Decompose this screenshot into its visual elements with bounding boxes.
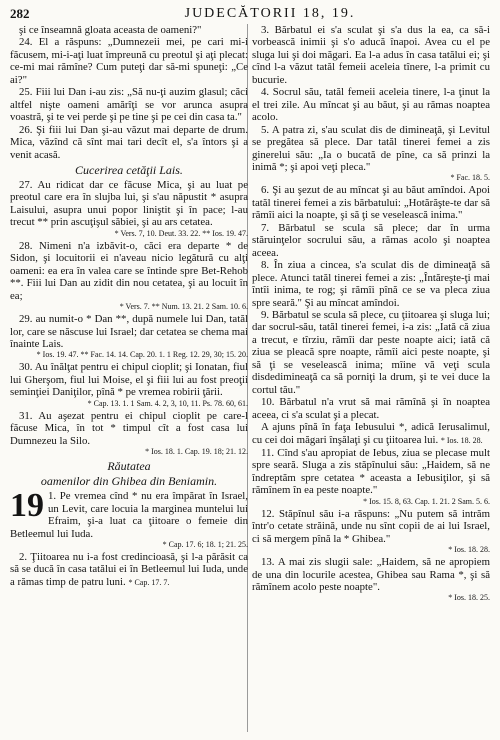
running-head: JUDECĂTORII 18, 19.: [184, 6, 356, 21]
cross-reference: * Cap. 17. 7.: [128, 577, 170, 587]
cross-reference: * Ios. 18. 28.: [440, 435, 483, 445]
verse-18-29: 29. au numit-o * Dan **, după numele lui Dan, tatăl lor, care se născuse lui Israel; dar cetatea se chema mai înainte Lais.: [10, 313, 248, 350]
verse-19-9: 9. Bărbatul se scula să plece, cu ţiitoarea şi sluga lui; dar socrul-său, tatăl tinerei femei, i-a zis: „Iată că ziua a trecut, e tîrziu, rămîi dar peste noapte aici; iată că ziua se pleacă spre noapte, rămîi aici peste noapte, şi să ţi se veselească inima; mîine vă veţi scula disdedimineaţă ca să porniţi la drum, şi te vei duce la cortul tău.": [252, 308, 490, 396]
verse-18-30: 30. Au înălţat pentru ei chipul cioplit; şi Ionatan, fiul lui Gherşom, fiul lui Moise, el şi fiii lui au fost preoţii seminţiei Daniţilor, pînă * pe vremea robirii ţării.: [10, 361, 248, 399]
section-heading-ghibea: oamenilor din Ghibea din Beniamin.: [40, 474, 218, 489]
cross-reference: * Ios. 18. 28.: [448, 545, 490, 555]
verse-19-4: 4. Socrul său, tatăl femeii aceleia tinere, l-a ţinut la el trei zile. Au mîncat şi au băut, şi au rămas noaptea acolo.: [252, 86, 490, 124]
section-heading-lais: Cucerirea cetăţii Lais.: [75, 162, 183, 177]
verse-19-3: 3. Bărbatul ei s'a sculat şi s'a dus la ea, ca să-i vorbească inimii şi s'o aducă înapoi. Avea cu el pe sluga lui şi doi măgari. Ea l-a adus în casa tatălui ei; şi cînd l-a văzut tatăl femeii aceleia tînere, l-a primit cu bucurie.: [252, 24, 490, 86]
chapter-number: 19: [10, 487, 44, 525]
verse-18-23-cont: şi ce înseamnă gloata aceasta de oameni?": [19, 24, 202, 36]
cross-reference: * Ios. 15. 8, 63. Cap. 1. 21. 2 Sam. 5. 6.: [363, 496, 490, 506]
cross-reference: * Vers. 7, 10. Deut. 33. 22. ** Ios. 19. 47.: [114, 228, 248, 238]
verse-18-31: 31. Au aşezat pentru ei chipul cioplit pe care-l făcuse Mica, în tot * timpul cît a fost casa lui Dumnezeu la Silo.: [10, 409, 248, 447]
section-heading-rautatea: Răutatea: [107, 459, 151, 474]
verse-19-6: 6. Şi au şezut de au mîncat şi au băut amîndoi. Apoi tatăl tinerei femei a zis bărbatului: „Hotărăşte-te dar să rămîi aici la noapte, şi să ţi se veselească inima.": [252, 184, 490, 222]
cross-reference: * Vers. 7. ** Num. 13. 21. 2 Sam. 10. 6.: [119, 302, 248, 312]
verse-18-24: 24. El a răspuns: „Dumnezeii mei, pe cari mi-i făcusem, mi-i-aţi luat împreună cu preotul şi aţi plecat: ce-mi mai rămîne? Cum puteţi dar să-mi spuneţi: „Ce ai?": [10, 36, 248, 86]
cross-reference: * Ios. 19. 47. ** Fac. 14. 14. Cap. 20. 1. 1 Reg. 12. 29, 30; 15. 20.: [36, 350, 248, 360]
verse-18-27: 27. Au ridicat dar ce făcuse Mica, şi au luat pe preotul care era în slujba lui, şi s'au năpustit * asupra Laisului, asupra unui popor liniştit şi în pace; l-au trecut ** prin ascuţişul săbiei, şi au ars cetatea.: [10, 178, 248, 229]
left-column: [10, 24, 248, 589]
page-header: [10, 6, 490, 22]
verse-19-2: [10, 551, 248, 589]
cross-reference: * Cap. 13. 1. 1 Sam. 4. 2, 3, 10, 11. Ps. 78. 60, 61.: [87, 398, 248, 408]
verse-19-11: 11. Cînd s'au apropiat de Iebus, ziua se plecase mult spre seară. Sluga a zis stăpînului său: „Haidem, să ne îndreptăm spre cetatea * aceasta a Iebusiţilor, şi să rămînem în ea peste noapte.": [252, 446, 490, 497]
verse-18-25: 25. Fiii lui Dan i-au zis: „Să nu-ţi auzim glasul; căci altfel nişte oameni amărîţi se vor arunca asupra voastră, şi te vei perde şi pe tine şi pe cei din casa ta.": [10, 86, 248, 124]
verse-19-1: [10, 487, 248, 540]
verse-19-2-text: 2. Ţiitoarea nu i-a fost credincioasă, şi l-a părăsit ca să se ducă în casa tatălui ei în Betleemul lui Iuda, unde a rămas timp de patru luni.: [10, 550, 248, 588]
verse-19-12: 12. Stăpînul său i-a răspuns: „Nu putem să intrăm într'o cetate străină, unde nu sînt copii de ai lui Israel, ci să mergem pînă la * Ghibea.": [252, 507, 490, 545]
verse-19-7: 7. Bărbatul se scula să plece; dar în urma stăruinţelor socrului său, a rămas acolo şi noaptea aceea.: [252, 221, 490, 259]
verse-19-5: 5. A patra zi, s'au sculat dis de dimineaţă, şi Levitul se pregătea să plece. Dar tatăl tinerei femei a zis ginerelui său: „Ia o bucată de pîne, ca să prinzi la inimă *; şi apoi veţi pleca.": [252, 123, 490, 173]
cross-reference: * Fac. 18. 5.: [450, 173, 490, 183]
verse-19-8: 8. În ziua a cincea, s'a sculat dis de dimineaţă să plece. Atunci tatăl tinerei femei a zis: „Întăreşte-ţi mai întîi inima, te rog; şi rămîi pînă ce se va pleca ziua spre seară." Şi au mîncat amîndoi.: [252, 259, 490, 309]
verse-19-10b: [252, 421, 490, 447]
verse-19-10: 10. Bărbatul n'a vrut să mai rămînă şi în noaptea aceea, ci s'a sculat şi a plecat.: [252, 396, 490, 421]
right-column: [252, 24, 490, 604]
verse-19-13: 13. A mai zis slugii sale: „Haidem, să ne apropiem de una din locurile acestea, Ghibea sau Rama *, şi să rămînem acolo peste noapte".: [252, 556, 490, 594]
page-number: 282: [10, 6, 30, 21]
cross-reference: * Ios. 18. 25.: [448, 593, 490, 603]
verse-19-10b-text: A ajuns pînă în faţa Iebusului *, adică Ierusalimul, cu cei doi măgari înşălaţi şi cu ţiitoarea lui.: [252, 421, 490, 446]
verse-19-1-text: 1. Pe vremea cînd * nu era împărat în Israel, un Levit, care locuia la marginea muntelui lui Efraim, şi-a luat ca ţiitoare o femeie din Betleemul lui Iuda.: [10, 490, 248, 540]
verse-18-28: 28. Nimeni n'a izbăvit-o, căci era departe * de Sidon, şi locuitorii ei n'aveau nicio legătură cu alţi oameni: ea era în valea care se întinde spre Bet-Rehob **. Fiii lui Dan au zidit din nou cetatea, şi au locuit în ea;: [10, 239, 248, 302]
cross-reference: * Cap. 17. 6; 18. 1; 21. 25.: [162, 539, 248, 549]
verse-18-26: 26. Şi fiii lui Dan şi-au văzut mai departe de drum. Mica, văzînd că sînt mai tari decît el, s'a întors şi a venit acasă.: [10, 123, 248, 161]
cross-reference: * Ios. 18. 1. Cap. 19. 18; 21. 12.: [145, 447, 248, 457]
